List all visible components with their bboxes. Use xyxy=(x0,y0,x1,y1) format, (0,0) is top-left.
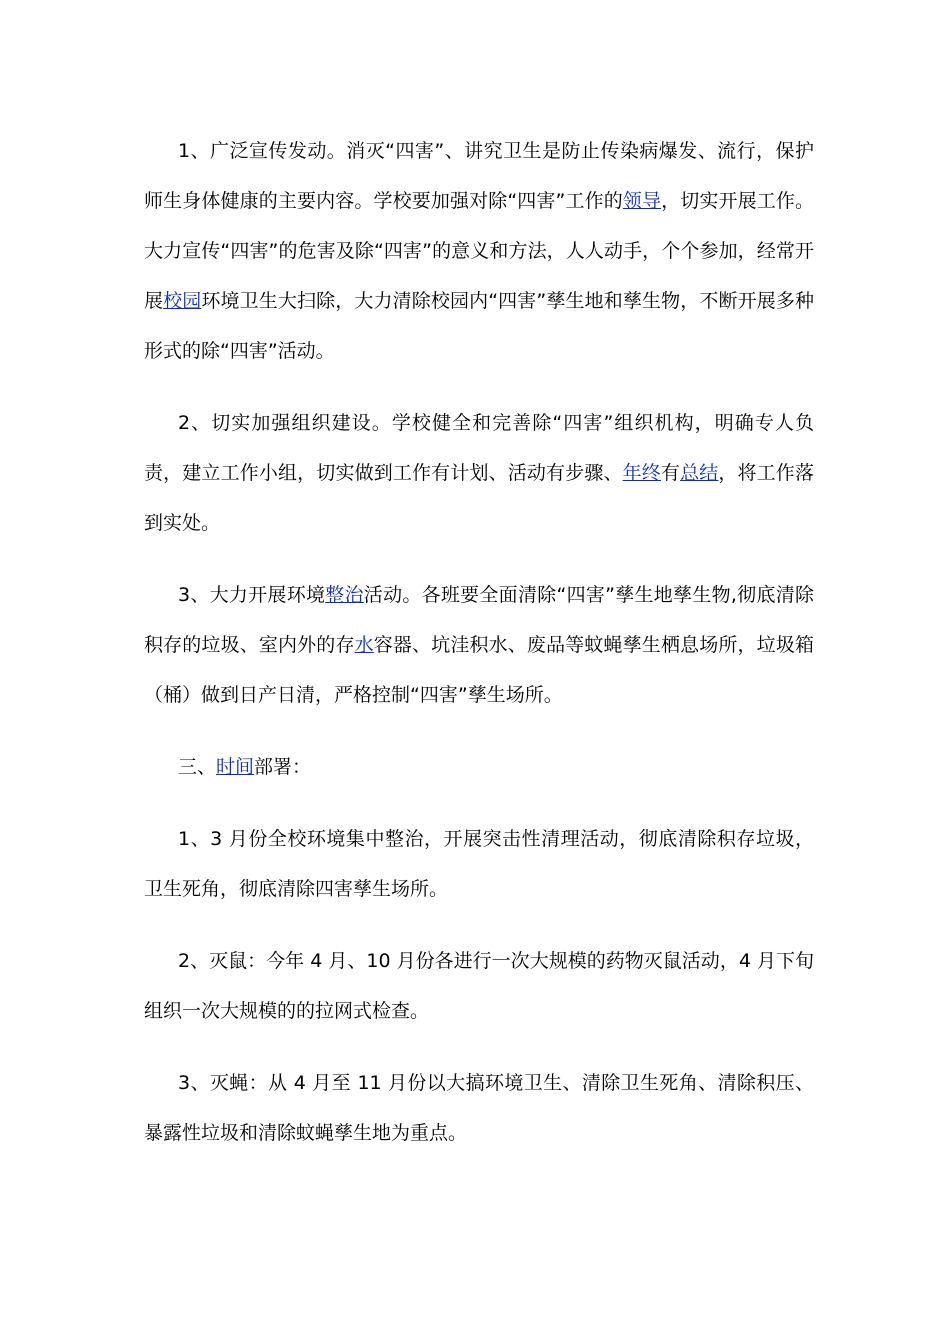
text-segment: 有 xyxy=(660,462,681,484)
paragraph-rodents: 2、灭鼠：今年 4 月、10 月份各进行一次大规模的药物灭鼠活动，4 月下旬组织一次大规模的的拉网式检查。 xyxy=(144,950,814,1022)
text-segment: 3、大力开展环境 xyxy=(178,584,326,606)
paragraph-environment xyxy=(144,570,814,720)
link-time[interactable]: 时间 xyxy=(216,756,255,778)
link-year-end[interactable]: 年终 xyxy=(622,462,661,484)
link-summary[interactable]: 总结 xyxy=(680,462,719,484)
text-segment: ，切实开展工作。大力宣传“四害”的危害及除“四害”的意义和方法，人人动手，个个参加，经常开展 xyxy=(144,190,814,312)
text-segment: 1、广泛宣传发动。消灭“四害”、讲究卫生是防止传染病爆发、流行，保护师生身体健康的主要内容。学校要加强对除“四害”工作的 xyxy=(144,140,814,212)
text-segment: 部署： xyxy=(254,756,312,778)
paragraph-organization xyxy=(144,398,814,548)
text-segment: 环境卫生大扫除，大力清除校园内“四害”孳生地和孳生物，不断开展多种形式的除“四害”活动。 xyxy=(144,290,814,362)
text-segment: 容器、坑洼积水、废品等蚊蝇孳生栖息场所，垃圾箱（桶）做到日产日清，严格控制“四害”孳生场所。 xyxy=(144,634,814,706)
paragraph-publicity xyxy=(144,126,814,376)
paragraph-march: 1、3 月份全校环境集中整治，开展突击性清理活动，彻底清除积存垃圾，卫生死角，彻底清除四害孳生场所。 xyxy=(144,828,814,900)
paragraph-flies: 3、灭蝇：从 4 月至 11 月份以大搞环境卫生、清除卫生死角、清除积压、暴露性垃圾和清除蚊蝇孳生地为重点。 xyxy=(144,1072,814,1144)
text-segment: 三、 xyxy=(178,756,217,778)
text-segment: ，将工作落到实处。 xyxy=(144,462,814,534)
link-campus[interactable]: 校园 xyxy=(163,290,202,312)
text-segment: 活动。各班要全面清除“四害”孳生地孳生物,彻底清除积存的垃圾、室内外的存 xyxy=(144,584,814,656)
text-segment: 2、切实加强组织建设。学校健全和完善除“四害”组织机构，明确专人负责，建立工作小组，切实做到工作有计划、活动有步骤、 xyxy=(144,412,814,484)
link-rectification[interactable]: 整治 xyxy=(325,584,364,606)
link-water[interactable]: 水 xyxy=(354,634,374,656)
section-heading-schedule xyxy=(144,742,814,792)
link-leadership[interactable]: 领导 xyxy=(622,190,662,212)
